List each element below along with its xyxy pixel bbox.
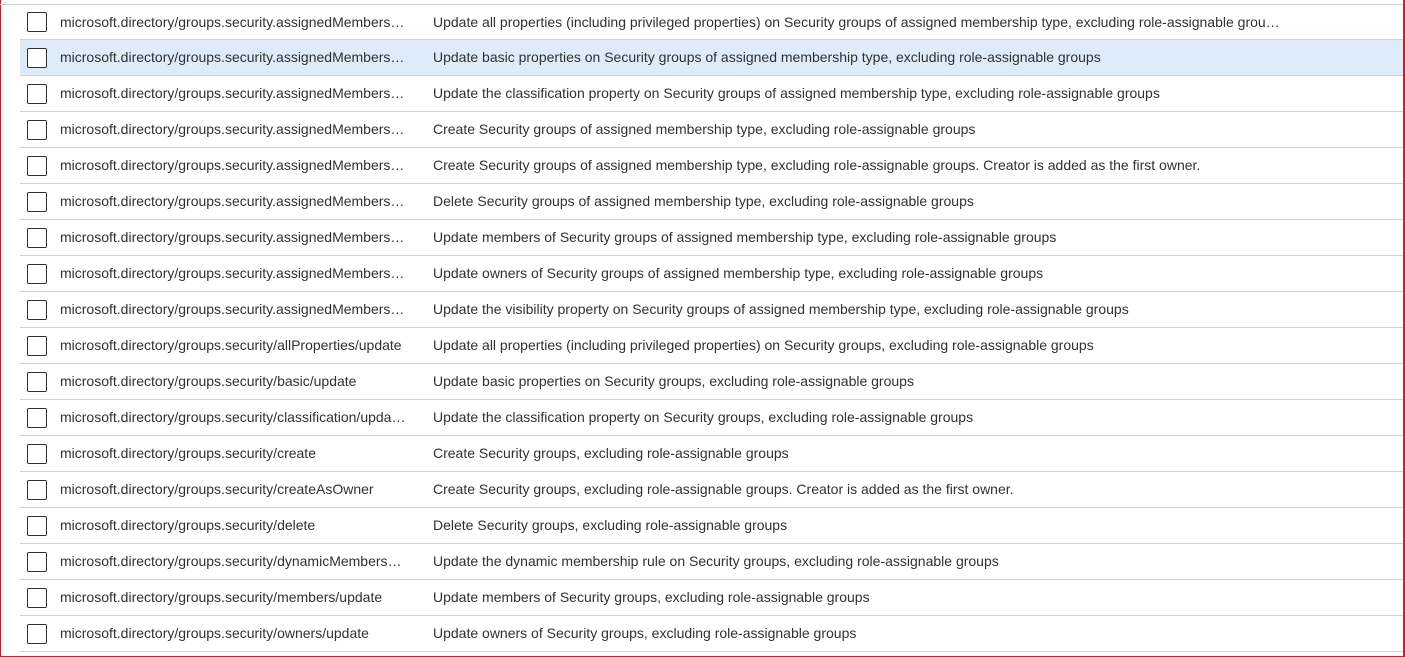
row-checkbox[interactable] [27,12,47,32]
permission-description: Update the classification property on Security groups, excluding role-assignable groups [433,409,974,425]
permission-description: Update basic properties on Security groups, excluding role-assignable groups [433,373,914,389]
row-checkbox[interactable] [27,192,47,212]
row-checkbox[interactable] [27,624,47,644]
permission-description: Create Security groups of assigned membership type, excluding role-assignable groups. Creator is added as the first owner. [433,157,1201,173]
permission-row[interactable] [20,328,1403,364]
permission-name: microsoft.directory/groups.security/allProperties/update [60,337,402,353]
permission-description: Update members of Security groups of assigned membership type, excluding role-assignable groups [433,229,1057,245]
permission-name: microsoft.directory/groups.security.assignedMembers… [60,229,405,245]
permission-description: Update all properties (including privileged properties) on Security groups of assigned membership type, excluding role-assignable grou… [433,14,1280,30]
permission-row[interactable] [20,544,1403,580]
permission-name: microsoft.directory/groups.security/createAsOwner [60,481,374,497]
row-checkbox[interactable] [27,444,47,464]
row-checkbox[interactable] [27,48,47,68]
permission-row[interactable] [20,184,1403,220]
permission-description: Create Security groups, excluding role-assignable groups [433,445,789,461]
permission-row[interactable] [20,256,1403,292]
permission-row[interactable] [20,580,1403,616]
permission-name: microsoft.directory/groups.security/delete [60,517,316,533]
permissions-list [20,4,1403,652]
permission-description: Create Security groups of assigned membership type, excluding role-assignable groups [433,121,976,137]
permission-row[interactable] [20,148,1403,184]
permission-row[interactable] [20,220,1403,256]
permission-name: microsoft.directory/groups.security/owners/update [60,625,369,641]
permission-row[interactable] [20,472,1403,508]
permission-description: Create Security groups, excluding role-assignable groups. Creator is added as the first owner. [433,481,1014,497]
permission-name: microsoft.directory/groups.security/classification/upda… [60,409,406,425]
permission-description: Update the dynamic membership rule on Security groups, excluding role-assignable groups [433,553,999,569]
permission-description: Update the classification property on Security groups of assigned membership type, excluding role-assignable groups [433,85,1160,101]
permission-row[interactable] [20,508,1403,544]
permission-description: Update members of Security groups, excluding role-assignable groups [433,589,870,605]
permission-name: microsoft.directory/groups.security.assignedMembers… [60,85,405,101]
permission-description: Update all properties (including privileged properties) on Security groups, excluding role-assignable groups [433,337,1094,353]
permission-description: Delete Security groups of assigned membership type, excluding role-assignable groups [433,193,974,209]
row-checkbox[interactable] [27,264,47,284]
permission-name: microsoft.directory/groups.security.assignedMembers… [60,49,405,65]
permission-row[interactable] [20,400,1403,436]
permission-name: microsoft.directory/groups.security.assignedMembers… [60,14,405,30]
permission-name: microsoft.directory/groups.security.assignedMembers… [60,121,405,137]
permission-row[interactable] [20,112,1403,148]
permission-description: Update owners of Security groups, excluding role-assignable groups [433,625,857,641]
row-checkbox[interactable] [27,480,47,500]
row-checkbox[interactable] [27,552,47,572]
permission-name: microsoft.directory/groups.security/create [60,445,316,461]
permission-row[interactable] [20,436,1403,472]
row-checkbox[interactable] [27,588,47,608]
permission-row[interactable] [20,76,1403,112]
permission-name: microsoft.directory/groups.security.assignedMembers… [60,193,405,209]
row-checkbox[interactable] [27,156,47,176]
row-checkbox[interactable] [27,84,47,104]
permission-name: microsoft.directory/groups.security/basic/update [60,373,357,389]
permission-name: microsoft.directory/groups.security.assignedMembers… [60,301,405,317]
permission-row[interactable] [20,4,1403,40]
permission-name: microsoft.directory/groups.security/members/update [60,589,383,605]
permission-description: Update basic properties on Security groups of assigned membership type, excluding role-assignable groups [433,49,1101,65]
row-checkbox[interactable] [27,300,47,320]
row-checkbox[interactable] [27,120,47,140]
permission-row[interactable] [20,616,1403,652]
permission-row[interactable] [20,292,1403,328]
row-checkbox[interactable] [27,336,47,356]
permission-description: Delete Security groups, excluding role-assignable groups [433,517,788,533]
permission-description: Update the visibility property on Security groups of assigned membership type, excluding role-assignable groups [433,301,1129,317]
permission-name: microsoft.directory/groups.security/dynamicMembers… [60,553,402,569]
row-checkbox[interactable] [27,228,47,248]
row-checkbox[interactable] [27,372,47,392]
permission-row[interactable] [20,40,1403,76]
row-checkbox[interactable] [27,516,47,536]
row-checkbox[interactable] [27,408,47,428]
permission-description: Update owners of Security groups of assigned membership type, excluding role-assignable groups [433,265,1044,281]
permission-name: microsoft.directory/groups.security.assignedMembers… [60,265,405,281]
permission-name: microsoft.directory/groups.security.assignedMembers… [60,157,405,173]
permission-row[interactable] [20,364,1403,400]
